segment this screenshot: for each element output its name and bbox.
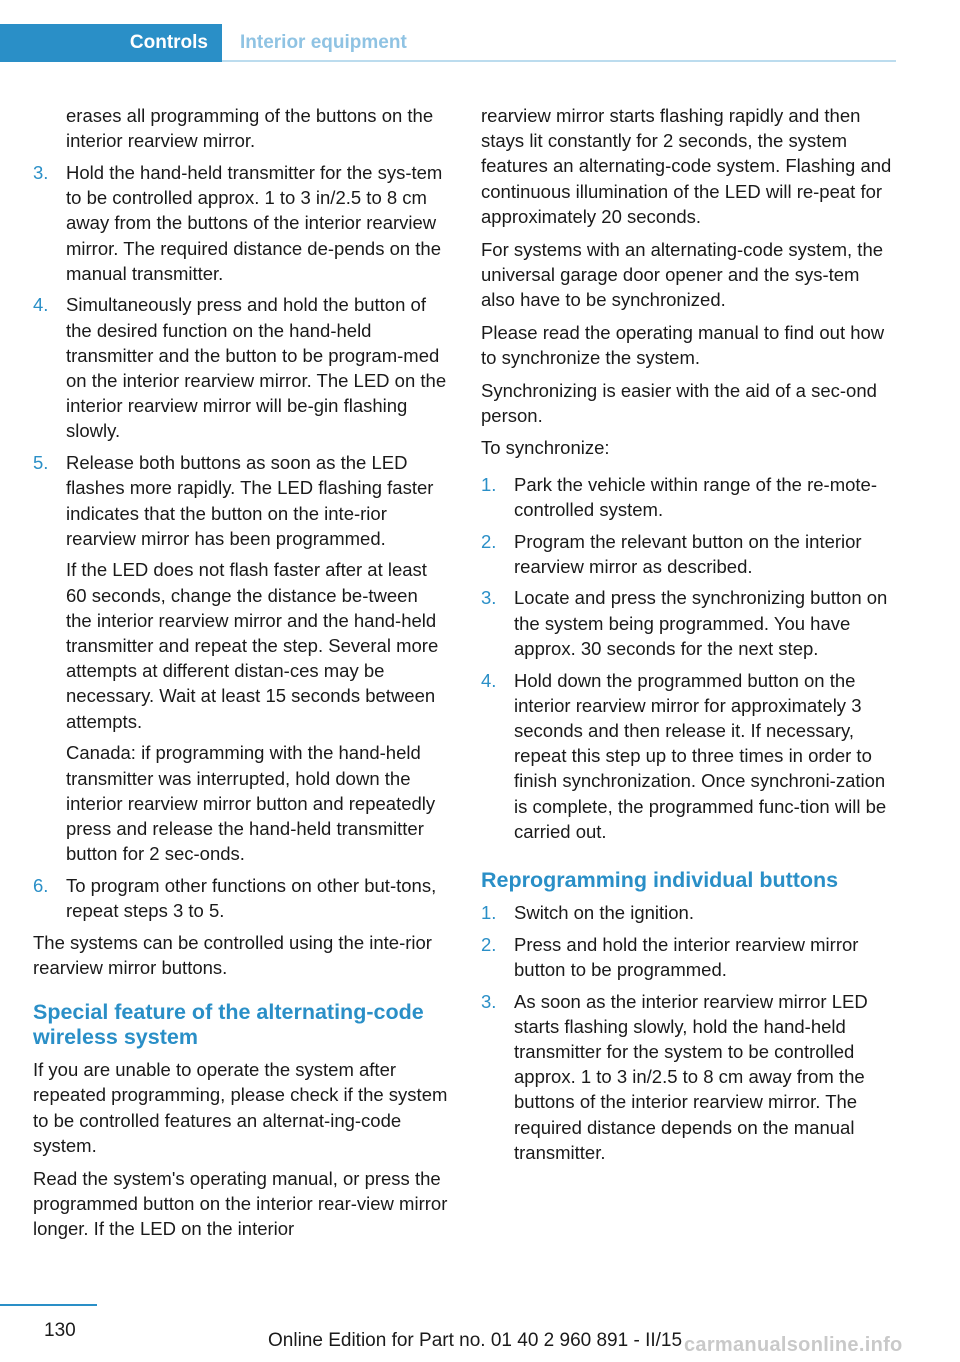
paragraph: If you are unable to operate the system after repeated programming, please check if the system to be controlled features an alternat-ing-code system. xyxy=(33,1059,448,1156)
step-text: Switch on the ignition. xyxy=(514,901,694,923)
step-number: 5. xyxy=(33,452,49,474)
step-text: Simultaneously press and hold the button of the desired function on the hand-held transmitter and the button to be program-med on the interior rearview mirror. The LED on the interior rearview mirror will be-gin flashing slowly. xyxy=(66,294,447,442)
step-note-canada: Canada: if programming with the hand-held transmitter was interrupted, hold down the interior rearview mirror button and repeatedly press and release the hand-held transmitter button for 2 sec-onds. xyxy=(66,742,436,865)
list-item-step-6 xyxy=(33,873,448,923)
step-text: As soon as the interior rearview mirror LED starts flashing slowly, hold the hand-held transmitter for the system to be controlled approx. 1 to 3 in/2.5 to 8 cm away from the buttons of the interior rearview mirror. The required distance depends on the manual transmitter. xyxy=(514,990,868,1163)
page-number: 130 xyxy=(44,1320,76,1341)
step-number: 3. xyxy=(481,990,497,1012)
list-item-sync-3 xyxy=(481,585,893,661)
watermark: carmanualsonline.info xyxy=(684,1334,903,1356)
list-item-sync-2 xyxy=(481,529,893,579)
list-item-step-3 xyxy=(33,160,448,286)
list-item-reprog-2 xyxy=(481,932,893,982)
paragraph: rearview mirror starts flashing rapidly and then stays lit constantly for 2 seconds, the system features an alternating-code system. Flashing and continuous illumination of the LED will re-peat for approximately 20 seconds. xyxy=(481,105,892,227)
step-text: Park the vehicle within range of the re-mote-controlled system. xyxy=(514,473,877,520)
step-number: 6. xyxy=(33,874,49,896)
list-item-reprog-3 xyxy=(481,989,893,1165)
section-heading-alternating-code: Special feature of the alternating-code wireless system xyxy=(33,1000,424,1050)
right-column xyxy=(481,103,893,1172)
subsection-title: Interior equipment xyxy=(240,32,407,53)
paragraph: To synchronize: xyxy=(481,437,610,459)
section-tab: Controls xyxy=(0,24,222,62)
intro-continuation: erases all programming of the buttons on the interior rearview mirror. xyxy=(66,105,434,152)
paragraph: Synchronizing is easier with the aid of a sec-ond person. xyxy=(481,379,877,426)
list-item-sync-4 xyxy=(481,668,893,844)
paragraph: Please read the operating manual to find out how to synchronize the system. xyxy=(481,321,885,368)
after-steps-paragraph: The systems can be controlled using the inte-rior rearview mirror buttons. xyxy=(33,931,432,978)
page-header xyxy=(0,24,896,62)
step-number: 1. xyxy=(481,473,497,495)
step-text: Program the relevant button on the interior rearview mirror as described. xyxy=(514,530,862,577)
step-text: To program other functions on other but-tons, repeat steps 3 to 5. xyxy=(66,874,437,922)
paragraph: Read the system's operating manual, or press the programmed button on the interior rear-view mirror longer. If the LED on the interior xyxy=(33,1167,448,1239)
step-number: 2. xyxy=(481,933,497,955)
step-text: Press and hold the interior rearview mirror button to be programmed. xyxy=(514,933,859,980)
left-column xyxy=(33,103,448,1249)
step-number: 1. xyxy=(481,901,497,923)
step-number: 4. xyxy=(33,294,49,316)
step-text: Locate and press the synchronizing button on the system being programmed. You have approx. 30 seconds for the next step. xyxy=(514,587,888,659)
step-number: 4. xyxy=(481,669,497,691)
step-number: 2. xyxy=(481,530,497,552)
list-item-reprog-1 xyxy=(481,900,893,925)
header-divider xyxy=(222,60,896,62)
section-heading-reprogramming: Reprogramming individual buttons xyxy=(481,867,839,892)
step-number: 3. xyxy=(33,161,49,183)
step-text: Release both buttons as soon as the LED flashes more rapidly. The LED flashing faster indicates that the button on the inte-rior rearview mirror has been programmed. xyxy=(66,452,434,549)
footer-divider xyxy=(0,1304,97,1306)
step-number: 3. xyxy=(481,587,497,609)
list-item-step-5 xyxy=(33,450,448,866)
step-text: Hold the hand-held transmitter for the sys-tem to be controlled approx. 1 to 3 in/2.5 to 8 cm away from the buttons of the interior rearview mirror. The required distance de-pends on the manual transmitter. xyxy=(66,161,443,284)
step-note-retry: If the LED does not flash faster after at least 60 seconds, change the distance be-tween the interior rearview mirror and the hand-held transmitter and repeat the step. Several more attempts at different distan-ces may be necessary. Wait at least 15 seconds between attempts. xyxy=(66,559,439,732)
edition-text: Online Edition for Part no. 01 40 2 960 891 - II/15 xyxy=(268,1330,683,1351)
paragraph: For systems with an alternating-code system, the universal garage door opener and the sys-tem also have to be synchronized. xyxy=(481,238,884,310)
list-item-sync-1 xyxy=(481,472,893,522)
list-item-step-4 xyxy=(33,292,448,443)
step-text: Hold down the programmed button on the interior rearview mirror for approximately 3 seconds and then release it. If necessary, repeat this step up to three times in order to finish synchronization. Once synchroni-zation is complete, the programmed func-tion will be carried out. xyxy=(514,669,887,842)
